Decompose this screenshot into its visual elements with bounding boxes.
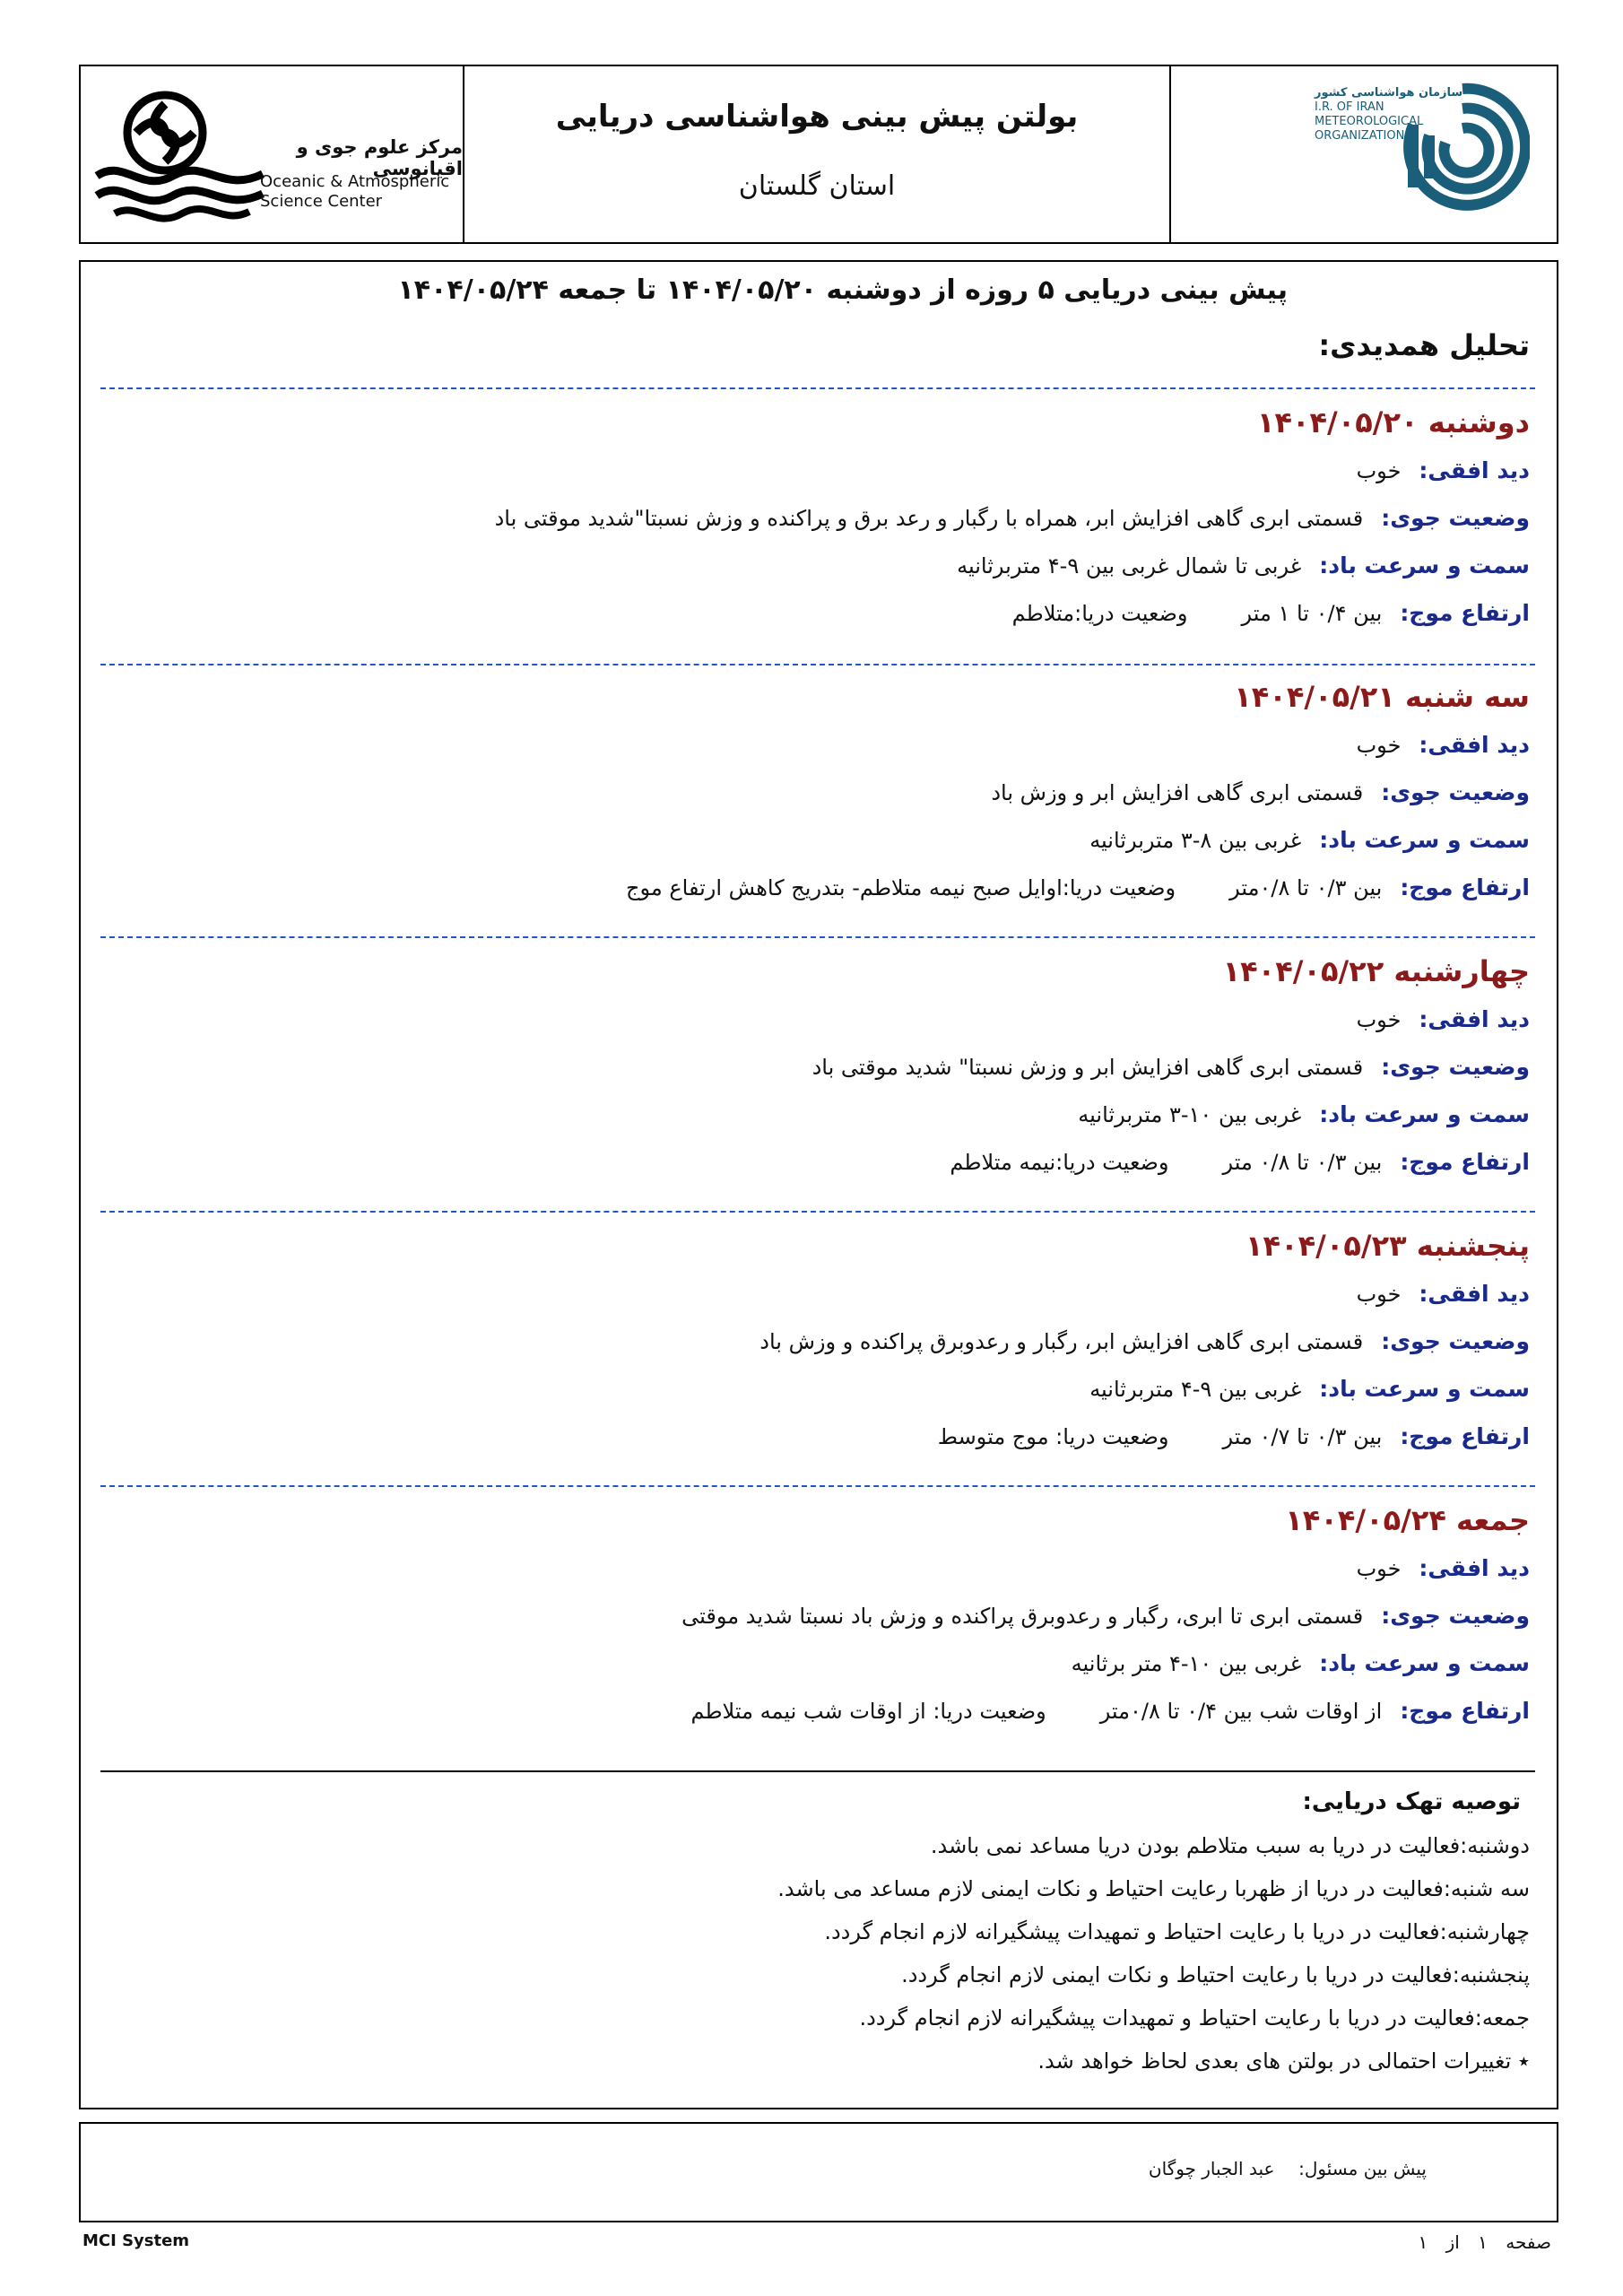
visibility-label: دید افقی: — [1419, 457, 1530, 483]
weather-value: قسمتی ابری گاهی افزایش ابر، همراه با رگبار و رعد برق و پراکنده و وزش نسبتا"شدید موقتی باد — [494, 506, 1364, 531]
divider — [100, 1211, 1535, 1213]
visibility-value: خوب — [1356, 733, 1402, 758]
oasc-name-en — [260, 172, 449, 212]
weather-label: وضعیت جوی: — [1381, 505, 1530, 531]
weather-row — [104, 1603, 1530, 1650]
day-title: جمعه ۱۴۰۴/۰۵/۲۴ — [1285, 1503, 1530, 1537]
wind-row — [104, 552, 1530, 600]
weather-label: وضعیت جوی: — [1381, 1328, 1530, 1354]
day-title: چهارشنبه ۱۴۰۴/۰۵/۲۲ — [1222, 954, 1530, 988]
irimo-name-line3: METEOROLOGICAL — [1315, 115, 1424, 128]
divider — [100, 387, 1535, 389]
day-title: دوشنبه ۱۴۰۴/۰۵/۲۰ — [1256, 405, 1530, 439]
wind-label: سمت و سرعت باد: — [1319, 1376, 1530, 1402]
sea-state-value: وضعیت دریا: از اوقات شب نیمه متلاطم — [690, 1699, 1046, 1724]
signature-box — [79, 2122, 1558, 2222]
bulletin-header — [79, 65, 1558, 244]
weather-row — [104, 505, 1530, 552]
oasc-logo-icon — [88, 77, 267, 239]
page-word: صفحه — [1506, 2231, 1551, 2253]
visibility-label: دید افقی: — [1419, 1006, 1530, 1032]
wind-row — [104, 1101, 1530, 1149]
wave-row — [104, 874, 1530, 922]
day-forecast-3 — [104, 954, 1530, 1196]
forecast-title: پیش بینی دریایی ۵ روزه از دوشنبه ۱۴۰۴/۰۵/۲۰ تا جمعه ۱۴۰۴/۰۵/۲۴ — [397, 274, 1288, 306]
sea-state-value: وضعیت دریا:متلاطم — [1011, 601, 1188, 626]
irimo-name-line4: ORGANIZATION — [1315, 129, 1405, 143]
weather-value: قسمتی ابری گاهی افزایش ابر و وزش نسبتا" شدید موقتی باد — [812, 1055, 1364, 1080]
oasc-name-en-line2: Science Center — [260, 192, 383, 211]
weather-row — [104, 1328, 1530, 1376]
oasc-name-en-line1: Oceanic & Atmospheric — [260, 172, 450, 191]
visibility-row — [104, 732, 1530, 779]
day-forecast-5 — [104, 1503, 1530, 1745]
day-forecast-4 — [104, 1229, 1530, 1471]
visibility-value: خوب — [1356, 1282, 1402, 1307]
system-name: MCI System — [82, 2231, 190, 2250]
wave-label: ارتفاع موج: — [1400, 1423, 1530, 1449]
of-word: از — [1445, 2231, 1460, 2253]
header-title-cell — [464, 66, 1171, 242]
sea-state-value: وضعیت دریا:نیمه متلاطم — [950, 1150, 1169, 1175]
weather-value: قسمتی ابری گاهی افزایش ابر، رگبار و رعدوبرق پراکنده و وزش باد — [759, 1329, 1364, 1354]
page-number — [1418, 2231, 1551, 2253]
visibility-label: دید افقی: — [1419, 1281, 1530, 1307]
advice-line-wednesday: چهارشنبه:فعالیت در دریا با رعایت احتیاط و تمهیدات پیشگیرانه لازم انجام گردد. — [824, 1919, 1530, 1944]
page-current: ۱ — [1478, 2231, 1488, 2253]
marine-advice — [104, 1779, 1530, 2083]
wave-value: بین ۰/۳ تا ۰/۸ متر — [1222, 1150, 1383, 1175]
weather-row — [104, 1054, 1530, 1101]
advice-line-tuesday: سه شنبه:فعالیت در دریا از ظهربا رعایت احتیاط و نکات ایمنی لازم مساعد می باشد. — [777, 1876, 1530, 1901]
wave-value: بین ۰/۳ تا ۰/۷ متر — [1222, 1424, 1383, 1449]
visibility-value: خوب — [1356, 1007, 1402, 1032]
wave-value: بین ۰/۳ تا ۰/۸متر — [1229, 875, 1383, 900]
irimo-name-fa: سازمان هواشناسی کشور — [1315, 86, 1463, 100]
advice-line-thursday: پنجشنبه:فعالیت در دریا با رعایت احتیاط و نکات ایمنی لازم انجام گردد. — [901, 1962, 1530, 1987]
wind-value: غربی تا شمال غربی بین ۹-۴ متربرثانیه — [957, 553, 1302, 578]
advice-note: ٭ تغییرات احتمالی در بولتن های بعدی لحاظ خواهد شد. — [1037, 2048, 1530, 2074]
divider — [100, 1485, 1535, 1487]
wave-row — [104, 1423, 1530, 1471]
wave-label: ارتفاع موج: — [1400, 874, 1530, 900]
visibility-row — [104, 1555, 1530, 1603]
oasc-logo-cell — [81, 66, 464, 242]
wind-value: غربی بین ۹-۴ متربرثانیه — [1089, 1377, 1302, 1402]
synoptic-analysis-label: تحلیل همدیدی: — [1318, 328, 1530, 362]
wave-label: ارتفاع موج: — [1400, 1698, 1530, 1724]
weather-value: قسمتی ابری گاهی افزایش ابر و وزش باد — [991, 780, 1364, 805]
day-forecast-1 — [104, 405, 1530, 648]
page-total: ۱ — [1418, 2231, 1428, 2253]
day-title: پنجشنبه ۱۴۰۴/۰۵/۲۳ — [1245, 1229, 1530, 1263]
wave-row — [104, 1149, 1530, 1196]
visibility-row — [104, 1006, 1530, 1054]
visibility-label: دید افقی: — [1419, 732, 1530, 758]
weather-label: وضعیت جوی: — [1381, 779, 1530, 805]
wave-value: از اوقات شب بین ۰/۴ تا ۰/۸متر — [1099, 1699, 1383, 1724]
visibility-value: خوب — [1356, 1556, 1402, 1581]
wave-label: ارتفاع موج: — [1400, 1149, 1530, 1175]
divider — [100, 936, 1535, 938]
day-title: سه شنبه ۱۴۰۴/۰۵/۲۱ — [1234, 680, 1530, 714]
advice-title: توصیه تهک دریایی: — [1302, 1788, 1521, 1815]
forecaster-signature — [1149, 2158, 1427, 2179]
irimo-logo-cell — [1171, 66, 1557, 242]
advice-line-friday: جمعه:فعالیت در دریا با رعایت احتیاط و تمهیدات پیشگیرانه لازم انجام گردد. — [859, 2005, 1530, 2031]
visibility-label: دید افقی: — [1419, 1555, 1530, 1581]
irimo-logo-icon — [1395, 80, 1530, 232]
irimo-name-line2: I.R. OF IRAN — [1315, 100, 1384, 114]
wind-value: غربی بین ۱۰-۳ متربرثانیه — [1078, 1102, 1302, 1127]
wind-row — [104, 1650, 1530, 1698]
sea-state-value: وضعیت دریا: موج متوسط — [937, 1424, 1169, 1449]
forecaster-name: عبد الجبار چوگان — [1148, 2158, 1275, 2179]
advice-line-monday: دوشنبه:فعالیت در دریا به سبب متلاطم بودن دریا مساعد نمی باشد. — [930, 1833, 1530, 1858]
wave-label: ارتفاع موج: — [1400, 600, 1530, 626]
visibility-row — [104, 457, 1530, 505]
sea-state-value: وضعیت دریا:اوایل صبح نیمه متلاطم- بتدریج کاهش ارتفاع موج — [625, 875, 1176, 900]
visibility-value: خوب — [1356, 458, 1402, 483]
weather-row — [104, 779, 1530, 827]
wind-label: سمت و سرعت باد: — [1319, 1650, 1530, 1676]
weather-label: وضعیت جوی: — [1381, 1054, 1530, 1080]
wave-row — [104, 600, 1530, 648]
wind-row — [104, 827, 1530, 874]
wind-row — [104, 1376, 1530, 1423]
forecast-body — [79, 260, 1558, 2109]
wind-label: سمت و سرعت باد: — [1319, 827, 1530, 853]
wind-value: غربی بین ۸-۳ متربرثانیه — [1089, 828, 1302, 853]
wind-label: سمت و سرعت باد: — [1319, 1101, 1530, 1127]
bulletin-title: بولتن پیش بینی هواشناسی دریایی — [555, 99, 1079, 135]
advice-divider — [100, 1770, 1535, 1772]
wave-value: بین ۰/۴ تا ۱ متر — [1241, 601, 1383, 626]
forecaster-label: پیش بین مسئول: — [1298, 2158, 1427, 2179]
wave-row — [104, 1698, 1530, 1745]
oasc-name-fa: مرکز علوم جوی و اقیانوسی — [296, 136, 463, 179]
wind-label: سمت و سرعت باد: — [1319, 552, 1530, 578]
divider — [100, 664, 1535, 665]
wind-value: غربی بین ۱۰-۴ متر برثانیه — [1071, 1651, 1302, 1676]
weather-label: وضعیت جوی: — [1381, 1603, 1530, 1629]
province-name: استان گلستان — [738, 170, 896, 202]
visibility-row — [104, 1281, 1530, 1328]
day-forecast-2 — [104, 680, 1530, 922]
weather-value: قسمتی ابری تا ابری، رگبار و رعدوبرق پراکنده و وزش باد نسبتا شدید موقتی — [681, 1604, 1364, 1629]
